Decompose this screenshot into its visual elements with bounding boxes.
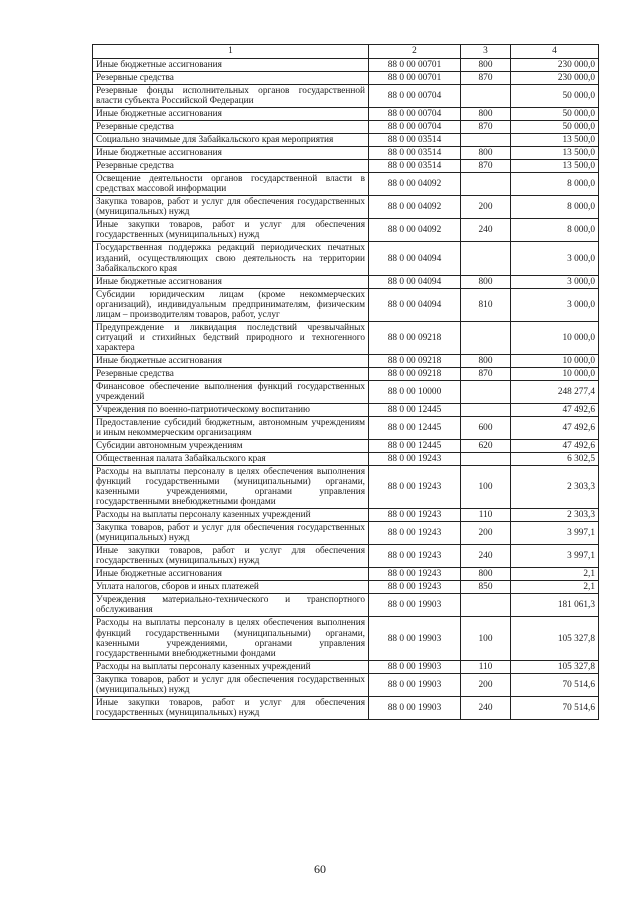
table-row xyxy=(93,173,599,196)
row-code-cell: 88 0 00 00704 xyxy=(369,121,461,134)
budget-table xyxy=(92,44,599,720)
row-expense-type-cell: 200 xyxy=(461,522,511,545)
row-amount-cell: 230 000,0 xyxy=(511,59,599,72)
row-code-cell: 88 0 00 09218 xyxy=(369,367,461,380)
row-code-cell: 88 0 00 03514 xyxy=(369,147,461,160)
row-amount-cell: 3 997,1 xyxy=(511,522,599,545)
row-name-cell: Расходы на выплаты персоналу в целях обеспечения выполнения функций государственными (муниципальными) органами, казенными учреждениями, органами управления государственными внебюджетными фондами xyxy=(93,617,369,660)
row-expense-type-cell: 870 xyxy=(461,121,511,134)
table-row xyxy=(93,288,599,321)
row-expense-type-cell: 200 xyxy=(461,673,511,696)
row-name-cell: Закупка товаров, работ и услуг для обеспечения государственных (муниципальных) нужд xyxy=(93,522,369,545)
row-expense-type-cell: 240 xyxy=(461,696,511,719)
row-expense-type-cell: 240 xyxy=(461,219,511,242)
row-expense-type-cell: 870 xyxy=(461,160,511,173)
table-row xyxy=(93,321,599,354)
row-code-cell: 88 0 00 12445 xyxy=(369,403,461,416)
table-row xyxy=(93,367,599,380)
row-code-cell: 88 0 00 03514 xyxy=(369,134,461,147)
row-code-cell: 88 0 00 19903 xyxy=(369,594,461,617)
row-code-cell: 88 0 00 19903 xyxy=(369,660,461,673)
row-name-cell: Предупреждение и ликвидация последствий чрезвычайных ситуаций и стихийных бедствий природного и техногенного характера xyxy=(93,321,369,354)
row-name-cell: Иные бюджетные ассигнования xyxy=(93,108,369,121)
row-name-cell: Освещение деятельности органов государственной власти в средствах массовой информации xyxy=(93,173,369,196)
row-expense-type-cell: 620 xyxy=(461,440,511,453)
table-row xyxy=(93,581,599,594)
table-row xyxy=(93,59,599,72)
column-header-4: 4 xyxy=(511,45,599,59)
row-name-cell: Учреждения по военно-патриотическому воспитанию xyxy=(93,403,369,416)
row-code-cell: 88 0 00 19243 xyxy=(369,581,461,594)
row-amount-cell: 10 000,0 xyxy=(511,354,599,367)
row-amount-cell: 3 000,0 xyxy=(511,242,599,275)
row-code-cell: 88 0 00 19243 xyxy=(369,466,461,509)
row-name-cell: Общественная палата Забайкальского края xyxy=(93,453,369,466)
row-amount-cell: 2,1 xyxy=(511,581,599,594)
row-expense-type-cell: 800 xyxy=(461,568,511,581)
row-name-cell: Учреждения материально-технического и транспортного обслуживания xyxy=(93,594,369,617)
row-expense-type-cell: 110 xyxy=(461,509,511,522)
table-row xyxy=(93,160,599,173)
row-expense-type-cell xyxy=(461,380,511,403)
row-name-cell: Иные закупки товаров, работ и услуг для обеспечения государственных (муниципальных) нужд xyxy=(93,219,369,242)
row-name-cell: Субсидии юридическим лицам (кроме некоммерческих организаций), индивидуальным предпринимателям, физическим лицам – производителям товаров, работ, услуг xyxy=(93,288,369,321)
table-row xyxy=(93,466,599,509)
row-amount-cell: 8 000,0 xyxy=(511,219,599,242)
row-expense-type-cell xyxy=(461,321,511,354)
row-name-cell: Закупка товаров, работ и услуг для обеспечения государственных (муниципальных) нужд xyxy=(93,196,369,219)
row-expense-type-cell xyxy=(461,242,511,275)
column-header-3: 3 xyxy=(461,45,511,59)
row-name-cell: Расходы на выплаты персоналу в целях обеспечения выполнения функций государственными (муниципальными) органами, казенными учреждениями, органами управления государственными внебюджетными фондами xyxy=(93,466,369,509)
row-amount-cell: 2 303,3 xyxy=(511,509,599,522)
row-code-cell: 88 0 00 09218 xyxy=(369,354,461,367)
row-amount-cell: 105 327,8 xyxy=(511,617,599,660)
table-row xyxy=(93,196,599,219)
row-amount-cell: 13 500,0 xyxy=(511,147,599,160)
row-expense-type-cell: 100 xyxy=(461,466,511,509)
row-expense-type-cell: 800 xyxy=(461,59,511,72)
row-expense-type-cell xyxy=(461,453,511,466)
row-name-cell: Социально значимые для Забайкальского края мероприятия xyxy=(93,134,369,147)
row-expense-type-cell: 870 xyxy=(461,72,511,85)
table-row xyxy=(93,416,599,439)
row-code-cell: 88 0 00 12445 xyxy=(369,416,461,439)
row-name-cell: Иные бюджетные ассигнования xyxy=(93,354,369,367)
row-amount-cell: 10 000,0 xyxy=(511,321,599,354)
row-amount-cell: 8 000,0 xyxy=(511,173,599,196)
row-amount-cell: 2 303,3 xyxy=(511,466,599,509)
table-row xyxy=(93,85,599,108)
row-code-cell: 88 0 00 04092 xyxy=(369,173,461,196)
table-header-row xyxy=(93,45,599,59)
table-row xyxy=(93,121,599,134)
table-row xyxy=(93,453,599,466)
column-header-2: 2 xyxy=(369,45,461,59)
row-name-cell: Резервные средства xyxy=(93,72,369,85)
row-amount-cell: 50 000,0 xyxy=(511,121,599,134)
row-expense-type-cell xyxy=(461,403,511,416)
row-code-cell: 88 0 00 19243 xyxy=(369,522,461,545)
row-name-cell: Предоставление субсидий бюджетным, автономным учреждениям и иным некоммерческим организациям xyxy=(93,416,369,439)
row-name-cell: Иные бюджетные ассигнования xyxy=(93,275,369,288)
row-expense-type-cell xyxy=(461,134,511,147)
row-expense-type-cell: 200 xyxy=(461,196,511,219)
row-code-cell: 88 0 00 04092 xyxy=(369,219,461,242)
row-code-cell: 88 0 00 09218 xyxy=(369,321,461,354)
row-code-cell: 88 0 00 04094 xyxy=(369,275,461,288)
row-code-cell: 88 0 00 19243 xyxy=(369,568,461,581)
row-code-cell: 88 0 00 00704 xyxy=(369,85,461,108)
row-code-cell: 88 0 00 04094 xyxy=(369,242,461,275)
row-expense-type-cell: 810 xyxy=(461,288,511,321)
page-number: 60 xyxy=(314,862,326,876)
column-header-1: 1 xyxy=(93,45,369,59)
row-expense-type-cell: 800 xyxy=(461,147,511,160)
row-amount-cell: 8 000,0 xyxy=(511,196,599,219)
row-expense-type-cell: 800 xyxy=(461,108,511,121)
table-row xyxy=(93,354,599,367)
row-amount-cell: 3 997,1 xyxy=(511,545,599,568)
table-row xyxy=(93,134,599,147)
row-code-cell: 88 0 00 03514 xyxy=(369,160,461,173)
row-amount-cell: 47 492,6 xyxy=(511,440,599,453)
row-name-cell: Резервные средства xyxy=(93,367,369,380)
row-name-cell: Иные бюджетные ассигнования xyxy=(93,59,369,72)
row-amount-cell: 50 000,0 xyxy=(511,108,599,121)
table-row xyxy=(93,403,599,416)
row-code-cell: 88 0 00 04094 xyxy=(369,288,461,321)
row-expense-type-cell: 800 xyxy=(461,354,511,367)
table-row xyxy=(93,594,599,617)
row-code-cell: 88 0 00 00701 xyxy=(369,59,461,72)
row-amount-cell: 70 514,6 xyxy=(511,696,599,719)
row-name-cell: Расходы на выплаты персоналу казенных учреждений xyxy=(93,509,369,522)
table-row xyxy=(93,440,599,453)
row-code-cell: 88 0 00 04092 xyxy=(369,196,461,219)
row-amount-cell: 13 500,0 xyxy=(511,160,599,173)
row-amount-cell: 50 000,0 xyxy=(511,85,599,108)
row-code-cell: 88 0 00 19903 xyxy=(369,696,461,719)
row-amount-cell: 3 000,0 xyxy=(511,275,599,288)
row-amount-cell: 2,1 xyxy=(511,568,599,581)
row-code-cell: 88 0 00 19903 xyxy=(369,617,461,660)
row-name-cell: Иные закупки товаров, работ и услуг для обеспечения государственных (муниципальных) нужд xyxy=(93,545,369,568)
row-name-cell: Уплата налогов, сборов и иных платежей xyxy=(93,581,369,594)
row-name-cell: Государственная поддержка редакций периодических печатных изданий, осуществляющих свою деятельность на территории Забайкальского края xyxy=(93,242,369,275)
table-row xyxy=(93,673,599,696)
row-expense-type-cell: 110 xyxy=(461,660,511,673)
row-amount-cell: 47 492,6 xyxy=(511,403,599,416)
row-amount-cell: 105 327,8 xyxy=(511,660,599,673)
row-expense-type-cell: 100 xyxy=(461,617,511,660)
row-name-cell: Резервные средства xyxy=(93,121,369,134)
row-name-cell: Резервные фонды исполнительных органов государственной власти субъекта Российской Федерации xyxy=(93,85,369,108)
row-amount-cell: 13 500,0 xyxy=(511,134,599,147)
row-expense-type-cell xyxy=(461,594,511,617)
table-row xyxy=(93,568,599,581)
table-row xyxy=(93,380,599,403)
row-expense-type-cell: 870 xyxy=(461,367,511,380)
row-code-cell: 88 0 00 19243 xyxy=(369,453,461,466)
row-amount-cell: 248 277,4 xyxy=(511,380,599,403)
row-expense-type-cell xyxy=(461,85,511,108)
row-name-cell: Резервные средства xyxy=(93,160,369,173)
row-name-cell: Закупка товаров, работ и услуг для обеспечения государственных (муниципальных) нужд xyxy=(93,673,369,696)
row-amount-cell: 230 000,0 xyxy=(511,72,599,85)
table-row xyxy=(93,108,599,121)
table-row xyxy=(93,242,599,275)
row-amount-cell: 3 000,0 xyxy=(511,288,599,321)
row-expense-type-cell: 850 xyxy=(461,581,511,594)
row-name-cell: Иные бюджетные ассигнования xyxy=(93,147,369,160)
table-row xyxy=(93,522,599,545)
row-name-cell: Иные закупки товаров, работ и услуг для обеспечения государственных (муниципальных) нужд xyxy=(93,696,369,719)
row-name-cell: Субсидии автономным учреждениям xyxy=(93,440,369,453)
row-expense-type-cell xyxy=(461,173,511,196)
table-row xyxy=(93,72,599,85)
row-name-cell: Иные бюджетные ассигнования xyxy=(93,568,369,581)
row-code-cell: 88 0 00 19243 xyxy=(369,509,461,522)
row-code-cell: 88 0 00 10000 xyxy=(369,380,461,403)
table-row xyxy=(93,696,599,719)
table-row xyxy=(93,660,599,673)
row-code-cell: 88 0 00 12445 xyxy=(369,440,461,453)
row-amount-cell: 70 514,6 xyxy=(511,673,599,696)
row-amount-cell: 47 492,6 xyxy=(511,416,599,439)
table-row xyxy=(93,219,599,242)
row-expense-type-cell: 240 xyxy=(461,545,511,568)
row-amount-cell: 6 302,5 xyxy=(511,453,599,466)
row-code-cell: 88 0 00 19243 xyxy=(369,545,461,568)
row-code-cell: 88 0 00 19903 xyxy=(369,673,461,696)
table-row xyxy=(93,147,599,160)
row-code-cell: 88 0 00 00701 xyxy=(369,72,461,85)
table-row xyxy=(93,617,599,660)
row-amount-cell: 10 000,0 xyxy=(511,367,599,380)
table-row xyxy=(93,275,599,288)
table-row xyxy=(93,545,599,568)
row-name-cell: Расходы на выплаты персоналу казенных учреждений xyxy=(93,660,369,673)
row-name-cell: Финансовое обеспечение выполнения функций государственных учреждений xyxy=(93,380,369,403)
row-expense-type-cell: 800 xyxy=(461,275,511,288)
table-row xyxy=(93,509,599,522)
row-code-cell: 88 0 00 00704 xyxy=(369,108,461,121)
row-expense-type-cell: 600 xyxy=(461,416,511,439)
row-amount-cell: 181 061,3 xyxy=(511,594,599,617)
